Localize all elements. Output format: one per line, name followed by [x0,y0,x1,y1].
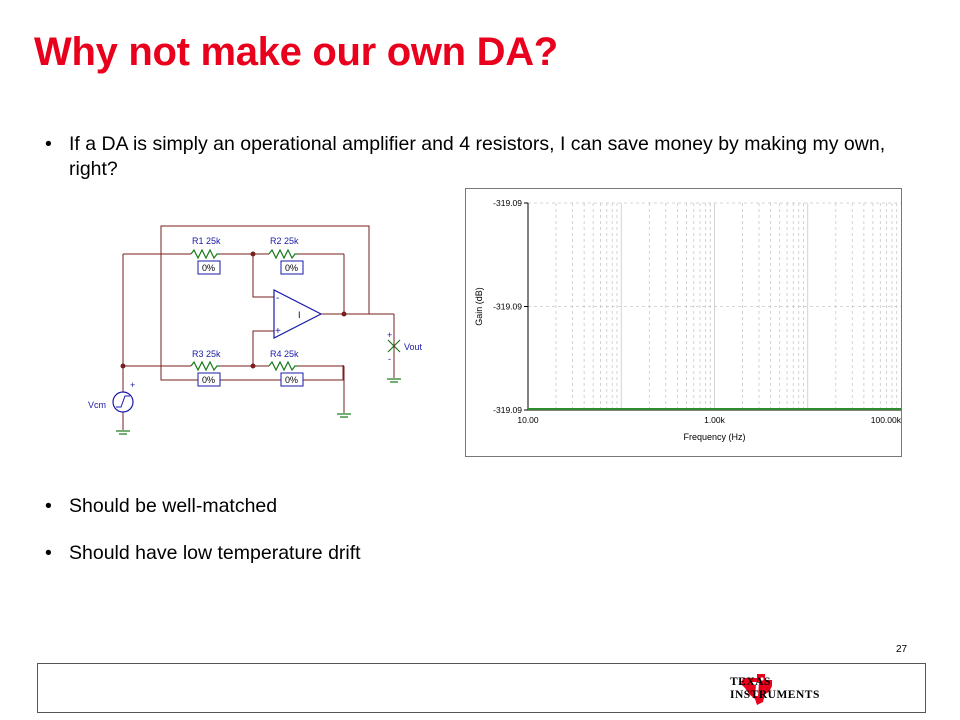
bullet-symbol: • [45,495,52,517]
slide-title: Why not make our own DA? [34,30,558,74]
opamp-minus-label: - [276,293,280,304]
vcm-source [88,380,135,412]
x-tick-label: 1.00k [704,415,725,425]
vout-plus-sign: + [387,330,393,340]
y-tick-label: -319.09 [493,405,522,415]
bullet-symbol: • [45,542,52,564]
gain-frequency-chart [465,188,902,457]
page-number: 27 [896,644,908,655]
vcm-plus-sign: + [130,380,136,390]
chart-canvas [466,189,903,458]
resistor-name-label: R3 [192,349,204,359]
resistor-value-label: 25k [284,349,299,359]
svg-text:R3 25k [192,349,221,359]
svg-text:R2 25k [270,236,299,246]
svg-text:R4 25k [270,349,299,359]
bullet-item [45,494,889,519]
y-tick-label: -319.09 [493,198,522,208]
x-tick-label: 10.00 [517,415,539,425]
bullet-symbol: • [45,133,52,155]
brand-wordmark [730,676,820,702]
resistor-value-label: 25k [206,236,221,246]
tolerance-label: 0% [202,375,216,385]
ground-icon [116,379,401,434]
bullet-text: If a DA is simply an operational amplifier and 4 resistors, I can save money by making my own, right? [69,133,886,180]
y-tick-label: -319.09 [493,301,522,312]
vout-probe [387,330,423,364]
brand-line-1: TEXAS [730,676,771,688]
resistor-name-label: R1 [192,236,204,246]
x-axis-label: Frequency (Hz) [683,432,746,442]
resistor-name-label: R2 [270,236,282,246]
opamp-plus-label: + [275,326,281,337]
svg-text:R1 25k [192,236,221,246]
resistor-value-label: 25k [206,349,221,359]
tolerance-label: 0% [285,375,299,385]
bullet-item [45,132,889,182]
opamp-symbol [274,290,321,338]
vcm-label: Vcm [88,400,106,410]
y-axis-label: Gain (dB) [474,287,484,326]
brand-line-2: INSTRUMENTS [730,689,820,701]
vout-label: Vout [404,342,423,352]
resistor-name-label: R4 [270,349,282,359]
vout-minus-sign: - [388,354,391,364]
circuit-schematic [80,210,440,450]
bullet-text: Should be well-matched [69,495,278,517]
tolerance-label: 0% [285,263,299,273]
bullet-item [45,541,889,566]
opamp-label: I [298,310,301,320]
tolerance-label: 0% [202,263,216,273]
x-tick-label: 100.00k [870,415,901,425]
bullet-text: Should have low temperature drift [69,542,361,564]
resistor-value-label: 25k [284,236,299,246]
